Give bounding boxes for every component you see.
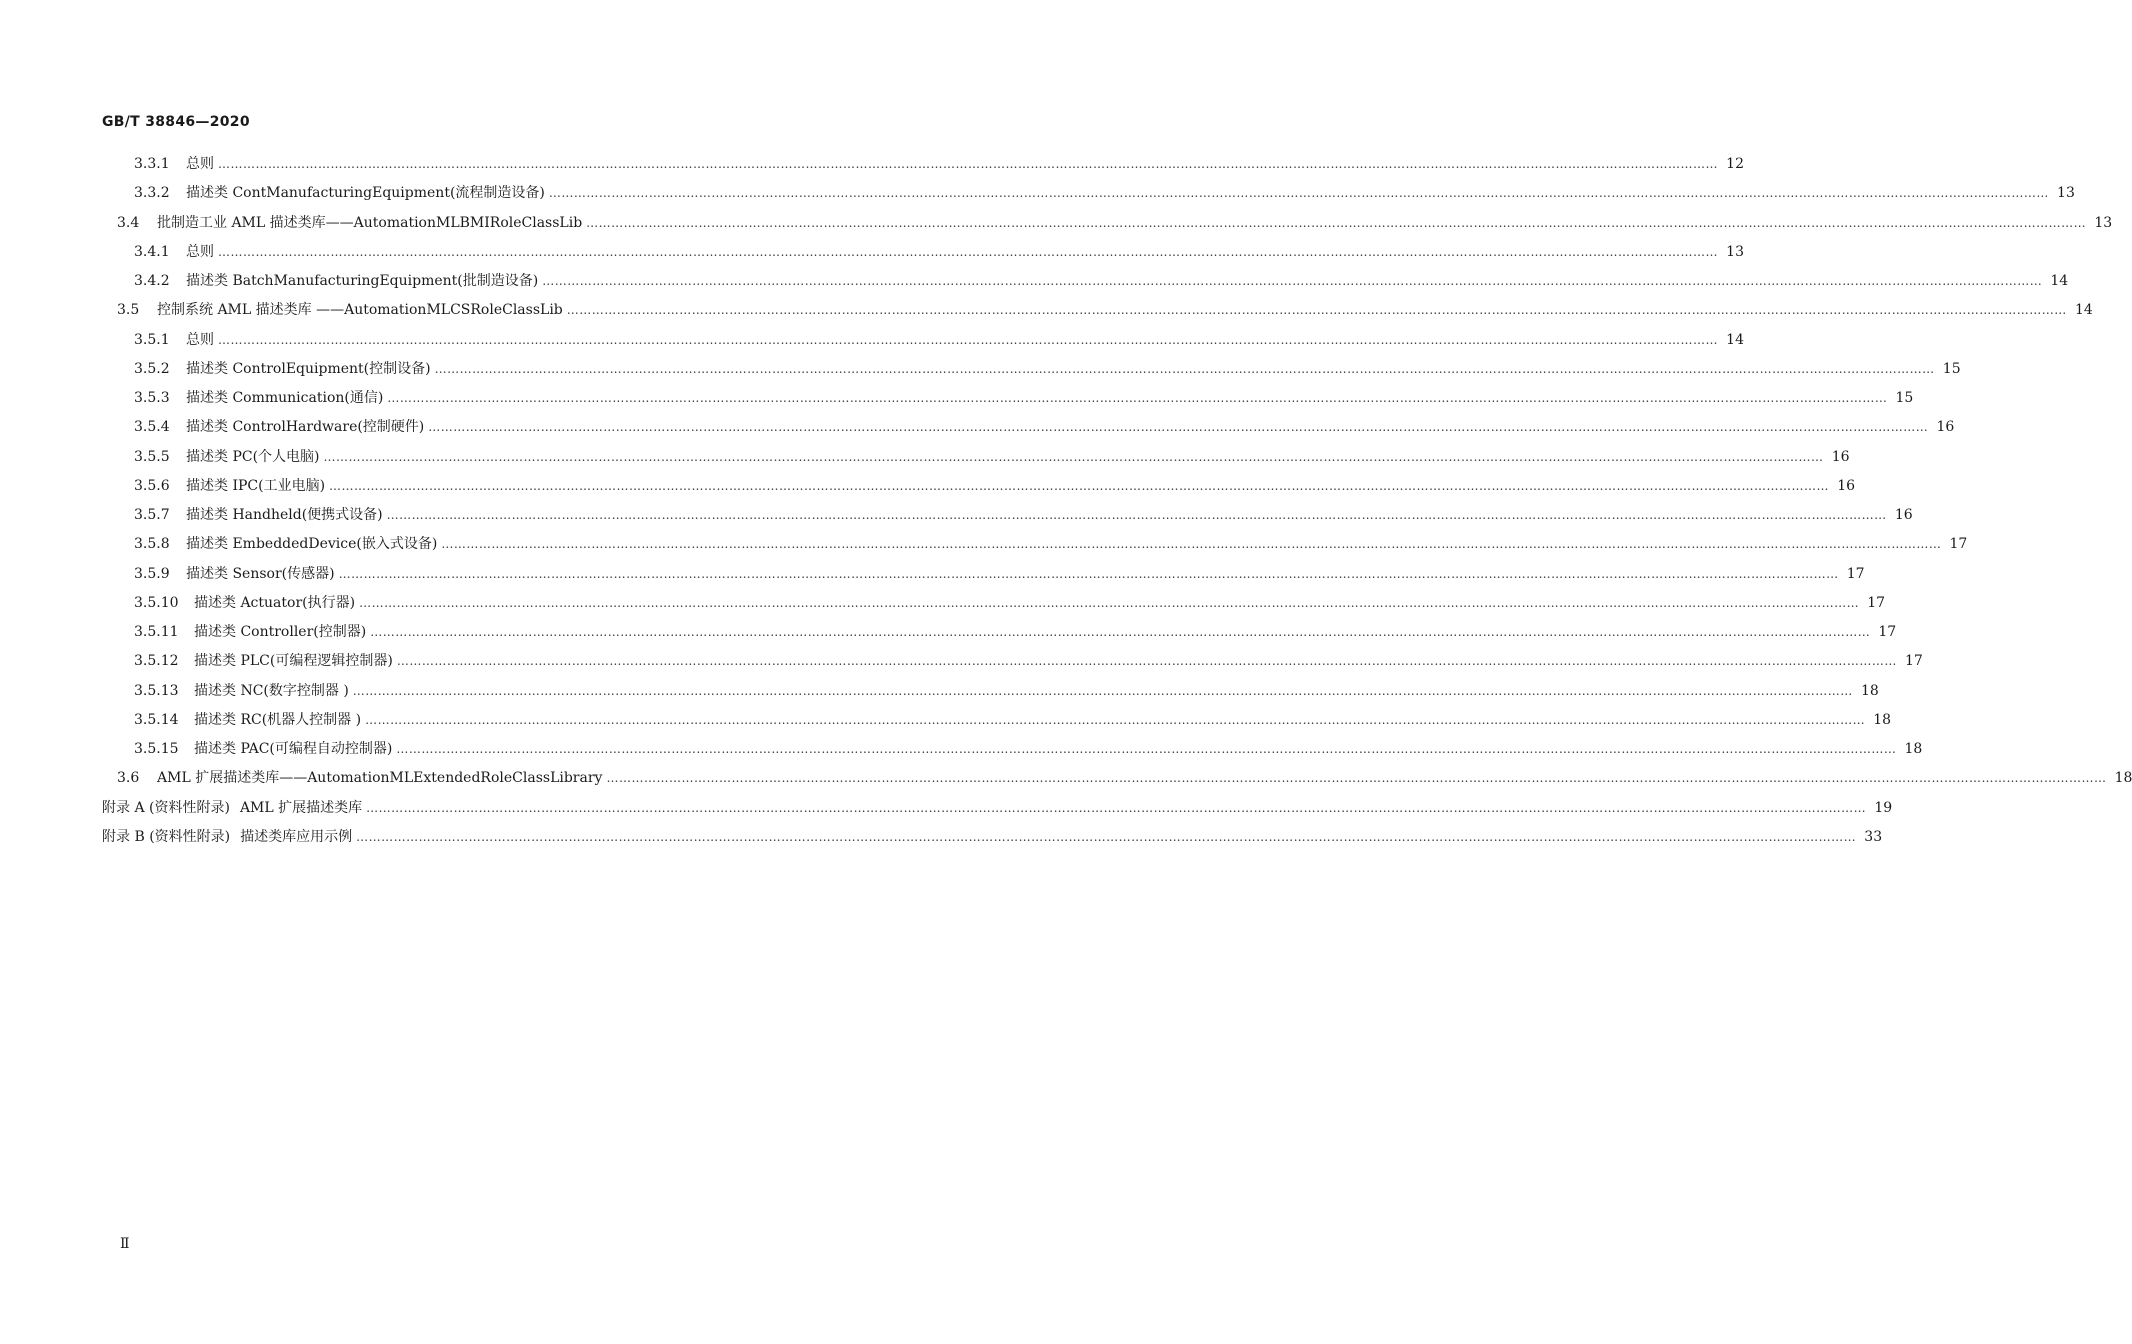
toc-entry-page: 13: [2057, 185, 2075, 202]
toc-entry-page: 17: [1949, 536, 1968, 553]
toc-entry-page: 14: [2074, 302, 2093, 319]
toc-entry-number: 3.4.2: [134, 273, 170, 289]
toc-entry[interactable]: [117, 766, 2132, 790]
toc-entry-page: 19: [1874, 799, 1893, 816]
toc-entry-title: 总则: [186, 331, 214, 348]
toc-entry-number: 附录 A (资料性附录): [102, 799, 230, 816]
toc-entry[interactable]: [134, 181, 2075, 205]
toc-entry-page: 17: [1878, 624, 1897, 640]
dot-leader: ………………………………………………………………………………………………………………………………………………………………………………………………………………………………………………………………………………………………………………………………: [359, 595, 1860, 610]
toc-entry-title: 描述类库应用示例: [240, 828, 353, 845]
toc-entry-number: 3.4.1: [134, 243, 170, 260]
dot-leader: ………………………………………………………………………………………………………………………………………………………………………………………………………………………………………………………………………………………………………………………………: [586, 215, 2087, 230]
toc-entry[interactable]: [134, 474, 1856, 498]
toc-entry-number: 3.5.10: [134, 594, 179, 611]
toc-entry-number: 3.5.15: [134, 741, 179, 757]
toc-entry[interactable]: [134, 649, 1923, 673]
standard-header: GB/T 38846—2020: [102, 114, 250, 130]
toc-entry-number: 3.5.3: [134, 390, 170, 406]
toc-entry-number: 3.3.1: [134, 156, 170, 172]
dot-leader: ………………………………………………………………………………………………………………………………………………………………………………………………………………………………………………………………………………………………………………………………: [606, 771, 2107, 786]
toc-entry[interactable]: [134, 503, 1913, 527]
toc-entry[interactable]: [134, 240, 1744, 264]
toc-entry-page: 17: [1904, 653, 1923, 670]
toc-entry-number: 3.5.11: [134, 624, 179, 640]
toc-entry-title: 描述类 NC(数字控制器 ): [194, 682, 349, 699]
dot-leader: ………………………………………………………………………………………………………………………………………………………………………………………………………………………………………………………………………………………………………………………………: [386, 508, 1887, 522]
toc-entry-number: 3.5: [117, 302, 140, 319]
toc-entry-number: 3.5.12: [134, 653, 179, 670]
toc-entry-title: 描述类 EmbeddedDevice(嵌入式设备): [186, 536, 438, 553]
toc-entry[interactable]: [134, 445, 1850, 469]
dot-leader: ………………………………………………………………………………………………………………………………………………………………………………………………………………………………………………………………………………………………………………………………: [352, 683, 1853, 698]
toc-entry-title: 描述类 BatchManufacturingEquipment(批制造设备): [186, 273, 539, 289]
dot-leader: ………………………………………………………………………………………………………………………………………………………………………………………………………………………………………………………………………………………………………………………………: [441, 537, 1942, 552]
toc-entry-page: 18: [1860, 682, 1879, 699]
toc-entry-number: 3.5.2: [134, 360, 170, 377]
toc-entry[interactable]: [134, 386, 1914, 410]
toc-entry-number: 3.6: [117, 770, 140, 787]
toc-entry[interactable]: [134, 532, 1968, 556]
dot-leader: ………………………………………………………………………………………………………………………………………………………………………………………………………………………………………………………………………………………………………………………………: [323, 449, 1824, 464]
toc-entry-page: 18: [1904, 741, 1923, 757]
dot-leader: ………………………………………………………………………………………………………………………………………………………………………………………………………………………………………………………………………………………………………………………………: [548, 186, 2049, 201]
toc-entry-page: 12: [1726, 156, 1744, 172]
dot-leader: ………………………………………………………………………………………………………………………………………………………………………………………………………………………………………………………………………………………………………………………………: [370, 625, 1871, 639]
toc-entry-page: 18: [2114, 770, 2132, 787]
toc-entry-number: 3.5.13: [134, 682, 179, 699]
toc-entry[interactable]: [134, 562, 1865, 586]
toc-entry-number: 3.5.14: [134, 711, 179, 728]
toc-entry-number: 附录 B (资料性附录): [102, 828, 231, 845]
toc-entry-title: 描述类 PAC(可编程自动控制器): [194, 741, 393, 757]
dot-leader: ………………………………………………………………………………………………………………………………………………………………………………………………………………………………………………………………………………………………………………………………: [218, 157, 1718, 171]
toc-entry[interactable]: [117, 211, 2113, 235]
toc-entry-page: 16: [1837, 477, 1856, 494]
dot-leader: ………………………………………………………………………………………………………………………………………………………………………………………………………………………………………………………………………………………………………………………………: [428, 420, 1929, 435]
toc-entry-number: 3.5.4: [134, 419, 170, 436]
dot-leader: ………………………………………………………………………………………………………………………………………………………………………………………………………………………………………………………………………………………………………………………………: [356, 829, 1857, 844]
dot-leader: ………………………………………………………………………………………………………………………………………………………………………………………………………………………………………………………………………………………………………………………………: [365, 712, 1866, 727]
toc-entry-title: 描述类 RC(机器人控制器 ): [194, 711, 362, 728]
toc-entry[interactable]: [102, 796, 1893, 820]
toc-entry-title: 描述类 Sensor(传感器): [186, 565, 335, 582]
toc-entry-title: 描述类 PC(个人电脑): [186, 448, 320, 465]
toc-entry[interactable]: [134, 679, 1879, 703]
dot-leader: ………………………………………………………………………………………………………………………………………………………………………………………………………………………………………………………………………………………………………………………………: [396, 654, 1897, 669]
toc-entry-number: 3.4: [117, 214, 140, 231]
toc-entry-title: 描述类 Handheld(便携式设备): [186, 507, 383, 523]
toc-entry[interactable]: [134, 620, 1897, 644]
toc-entry-page: 33: [1864, 828, 1883, 845]
toc-entry-title: 描述类 ControlHardware(控制硬件): [186, 419, 425, 436]
toc-entry-title: 描述类 Actuator(执行器): [194, 594, 356, 611]
dot-leader: ………………………………………………………………………………………………………………………………………………………………………………………………………………………………………………………………………………………………………………………………: [387, 391, 1888, 405]
toc-entry-number: 3.3.2: [134, 185, 170, 202]
toc-entry[interactable]: [134, 708, 1892, 732]
toc-entry-page: 15: [1942, 360, 1961, 377]
toc-entry-page: 16: [1936, 419, 1955, 436]
toc-entry-page: 13: [2094, 214, 2113, 231]
page-number: Ⅱ: [120, 1236, 130, 1252]
toc-entry-page: 17: [1846, 565, 1865, 582]
toc-entry-title: 控制系统 AML 描述类库 ——AutomationMLCSRoleClassLib: [157, 302, 563, 319]
toc-entry-page: 14: [1726, 331, 1744, 348]
toc-entry-number: 3.5.1: [134, 331, 170, 348]
dot-leader: ………………………………………………………………………………………………………………………………………………………………………………………………………………………………………………………………………………………………………………………………: [566, 303, 2067, 318]
toc-entry-number: 3.5.6: [134, 477, 170, 494]
toc-entry-page: 16: [1894, 507, 1913, 523]
toc-entry[interactable]: [134, 357, 1961, 381]
toc-entry-title: 描述类 ContManufacturingEquipment(流程制造设备): [186, 185, 545, 202]
toc-entry-title: 描述类 Communication(通信): [186, 390, 384, 406]
toc-entry-number: 3.5.8: [134, 536, 170, 553]
dot-leader: ………………………………………………………………………………………………………………………………………………………………………………………………………………………………………………………………………………………………………………………………: [542, 274, 2043, 288]
toc-entry[interactable]: [117, 298, 2093, 322]
toc-entry-title: 总则: [186, 156, 214, 172]
toc-entry-page: 13: [1726, 243, 1744, 260]
dot-leader: ………………………………………………………………………………………………………………………………………………………………………………………………………………………………………………………………………………………………………………………………: [434, 361, 1935, 376]
toc-entry-title: AML 扩展描述类库: [239, 799, 363, 816]
toc-entry[interactable]: [134, 415, 1955, 439]
toc-entry-title: AML 扩展描述类库——AutomationMLExtendedRoleClassLibrary: [157, 770, 603, 787]
toc-entry-title: 描述类 ControlEquipment(控制设备): [186, 360, 431, 377]
toc-entry[interactable]: [134, 269, 2069, 293]
toc-entry-title: 批制造工业 AML 描述类库——AutomationMLBMIRoleClassLib: [157, 214, 583, 231]
toc-entry-title: 总则: [186, 243, 214, 260]
toc-entry-number: 3.5.9: [134, 565, 170, 582]
dot-leader: ………………………………………………………………………………………………………………………………………………………………………………………………………………………………………………………………………………………………………………………………: [329, 478, 1830, 493]
toc-entry[interactable]: [134, 591, 1886, 615]
toc-entry-title: 描述类 IPC(工业电脑): [186, 477, 326, 494]
dot-leader: ………………………………………………………………………………………………………………………………………………………………………………………………………………………………………………………………………………………………………………………………: [218, 244, 1718, 259]
toc-entry[interactable]: [134, 737, 1923, 761]
toc-entry-title: 描述类 PLC(可编程逻辑控制器): [194, 653, 393, 670]
toc-entry-number: 3.5.7: [134, 507, 170, 523]
toc-entry[interactable]: [102, 825, 1883, 849]
toc-entry[interactable]: [134, 152, 1744, 176]
toc-entry-title: 描述类 Controller(控制器): [194, 624, 367, 640]
toc-entry-page: 16: [1831, 448, 1850, 465]
dot-leader: ………………………………………………………………………………………………………………………………………………………………………………………………………………………………………………………………………………………………………………………………: [218, 332, 1718, 347]
toc-entry-number: 3.5.5: [134, 448, 170, 465]
dot-leader: ………………………………………………………………………………………………………………………………………………………………………………………………………………………………………………………………………………………………………………………………: [366, 800, 1867, 815]
toc-entry[interactable]: [134, 328, 1744, 352]
dot-leader: ………………………………………………………………………………………………………………………………………………………………………………………………………………………………………………………………………………………………………………………………: [396, 742, 1897, 756]
toc-entry-page: 15: [1895, 390, 1914, 406]
toc-entry-page: 14: [2050, 273, 2069, 289]
dot-leader: ………………………………………………………………………………………………………………………………………………………………………………………………………………………………………………………………………………………………………………………………: [338, 566, 1839, 581]
toc-entry-page: 18: [1873, 711, 1892, 728]
toc-entry-page: 17: [1867, 594, 1886, 611]
